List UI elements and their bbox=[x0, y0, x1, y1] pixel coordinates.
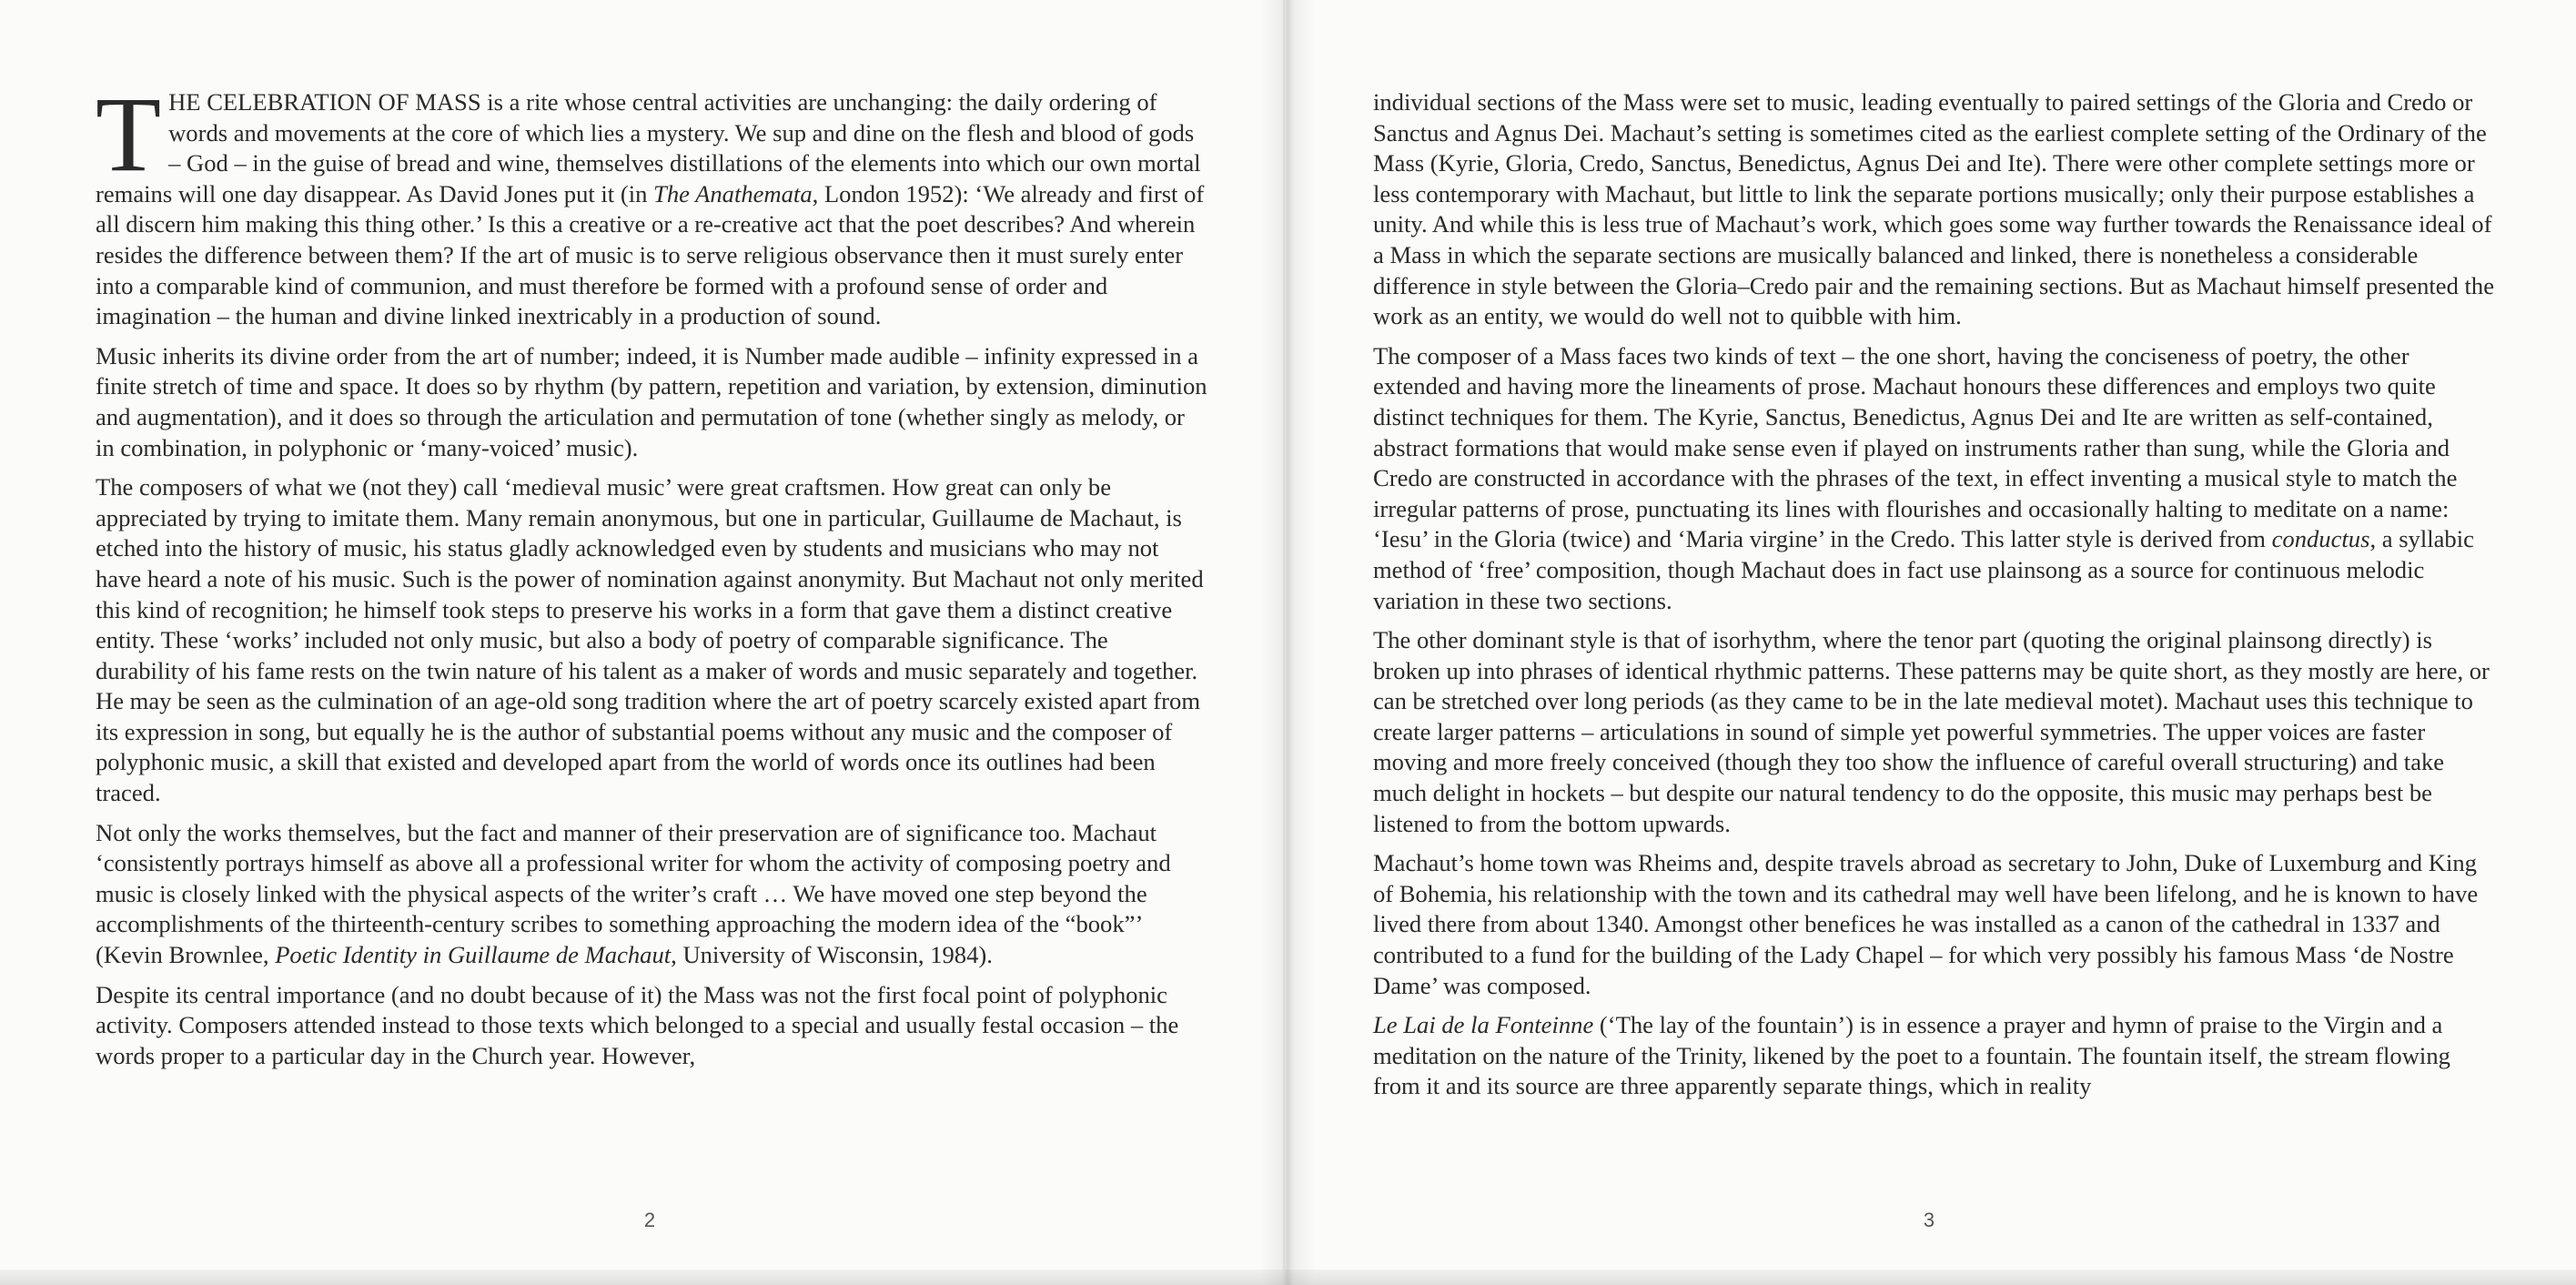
drop-cap: T bbox=[96, 75, 162, 194]
right-text-column bbox=[1373, 87, 2502, 1111]
text-run: , University of Wisconsin, 1984). bbox=[671, 941, 993, 969]
italic-term: conductus bbox=[2271, 525, 2370, 553]
paragraph-4: Machaut’s home town was Rheims and, despite travels abroad as secretary to John, Duke of Luxemburg and King of Bohemia, his relationship with the town and its cathedral may well have been lifelong, and he is known to have lived there from about 1340. Amongst other benefices he was installed as a canon of the cathedral in 1337 and contributed to a fund for the building of the Lady Chapel – for which very possibly his famous Mass ‘de Nostre Dame’ was composed. bbox=[1373, 849, 2479, 999]
paragraph-3: The other dominant style is that of isorhythm, where the tenor part (quoting the original plainsong directly) is broken up into phrases of identical rhythmic patterns. These patterns may be quite short, as they mostly are here, or can be stretched over long periods (as they came to be in the late medieval motet). Machaut uses this technique to create larger patterns – articulations in sound of simple yet powerful symmetries. The upper voices are faster moving and more freely conceived (though they too show the influence of careful overall structuring) and take much delight in hockets – but despite our natural tendency to do the opposite, this music may perhaps best be listened to from the bottom upwards. bbox=[1373, 626, 2490, 837]
bottom-edge-shadow bbox=[0, 1269, 2576, 1285]
paragraph-5: Despite its central importance (and no doubt because of it) the Mass was not the first focal point of polyphonic activity. Composers attended instead to those texts which belonged to a special and usually festal occasion – the words proper to a particular day in the Church year. However, bbox=[96, 980, 1179, 1069]
page-number: 3 bbox=[1923, 1209, 1935, 1231]
paragraph-2 bbox=[1373, 341, 2502, 616]
center-fold-shadow bbox=[1260, 0, 1315, 1285]
text-run: , a syllabic method of ‘free’ composition, though Machaut does in fact use plainsong as a source for continuous melodic variation in these two sections. bbox=[1373, 525, 2474, 614]
page-number: 2 bbox=[643, 1209, 656, 1231]
text-run: , London 1952): ‘We already and first of all discern him making this thing other.’ Is this a creative or a re-creative act that the poet describes? And wherein resides the difference between them? If the art of music is to serve religious observance then it must surely enter into a comparable kind of communion, and must therefore be formed with a profound sense of order and imagination – the human and divine linked inextricably in a production of sound. bbox=[96, 179, 1205, 330]
right-page bbox=[1285, 0, 2576, 1270]
italic-title: The Anathemata bbox=[653, 179, 813, 207]
paragraph-1: individual sections of the Mass were set to music, leading eventually to paired settings of the Gloria and Credo or Sanctus and Agnus Dei. Machaut’s setting is sometimes cited as the earliest complete setting of the Ordinary of the Mass (Kyrie, Gloria, Credo, Sanctus, Benedictus, Agnus Dei and Ite). There were other complete settings more or less contemporary with Machaut, but little to link the separate portions musically; only their purpose establishes a unity. And while this is less true of Machaut’s work, which goes some way further towards the Renaissance ideal of a Mass in which the separate sections are musically balanced and linked, there is nonetheless a considerable difference in style between the Gloria–Credo pair and the remaining sections. But as Machaut himself presented the work as an entity, we would do well not to quibble with him. bbox=[1373, 88, 2495, 330]
text-run: The composer of a Mass faces two kinds of text – the one short, having the conciseness of poetry, the other extended and having more the lineaments of prose. Machaut honours these differences and employs two quite distinct techniques for them. The Kyrie, Sanctus, Benedictus, Agnus Dei and Ite are written as self-contained, abstract formations that would make sense even if played on instruments rather than sung, while the Gloria and Credo are constructed in accordance with the phrases of the text, in effect inventing a musical style to match the irregular patterns of prose, punctuating its lines with flourishes and occasionally halting to meditate on a name: ‘Iesu’ in the Gloria (twice) and ‘Maria virgine’ in the Credo. This latter style is derived from bbox=[1373, 341, 2458, 553]
paragraph-5 bbox=[1373, 1010, 2502, 1102]
paragraph-4 bbox=[96, 818, 1207, 971]
left-text-column bbox=[96, 75, 1207, 1080]
text-run: HE CELEBRATION OF MASS is a rite whose central activities are unchanging: the daily ordering of words and movements at the core of which lies a mystery. We sup and dine on the flesh and blood of gods – God – in the guise of bread and wine, themselves distillations of the elements into which our own mortal remains will one day disappear. As David Jones put it (in bbox=[96, 88, 1201, 207]
italic-title: Le Lai de la Fonteinne bbox=[1373, 1011, 1594, 1039]
left-page bbox=[0, 0, 1283, 1270]
text-run: Not only the works themselves, but the fact and manner of their preservation are of significance too. Machaut ‘consistently portrays himself as above all a professional writer for whom the activity of composing poetry and music is closely linked with the physical aspects of the writer’s craft … We have moved one step beyond the accomplishments of the thirteenth-century scribes to something approaching the modern idea of the “book”’ (Kevin Brownlee, bbox=[96, 818, 1171, 969]
paragraph-1 bbox=[96, 75, 1207, 332]
paragraph-2: Music inherits its divine order from the art of number; indeed, it is Number made audible – infinity expressed in a finite stretch of time and space. It does so by rhythm (by pattern, repetition and variation, by extension, diminution and augmentation), and it does so through the articulation and permutation of tone (whether singly as melody, or in combination, in polyphonic or ‘many-voiced’ music). bbox=[96, 341, 1207, 461]
italic-title: Poetic Identity in Guillaume de Machaut bbox=[275, 941, 672, 969]
paragraph-3: The composers of what we (not they) call ‘medieval music’ were great craftsmen. How great can only be appreciated by trying to imitate them. Many remain anonymous, but one in particular, Guillaume de Machaut, is etched into the history of music, his status gladly acknowledged even by students and musicians who may not have heard a note of his music. Such is the power of nomination against anonymity. But Machaut not only merited this kind of recognition; he himself took steps to preserve his works in a form that gave them a distinct creative entity. These ‘works’ included not only music, but also a body of poetry of comparable significance. The durability of his fame rests on the twin nature of his talent as a maker of words and music separately and together. He may be seen as the culmination of an age-old song tradition where the art of poetry scarcely existed apart from its expression in song, but equally he is the author of substantial poems without any music and the composer of polyphonic music, a skill that existed and developed apart from the world of words once its outlines had been traced. bbox=[96, 473, 1204, 807]
text-run: (‘The lay of the fountain’) is in essence a prayer and hymn of praise to the Virgin and a meditation on the nature of the Trinity, likened by the poet to a fountain. The fountain itself, the stream flowing from it and its source are three apparently separate things, which in reality bbox=[1373, 1011, 2450, 1100]
